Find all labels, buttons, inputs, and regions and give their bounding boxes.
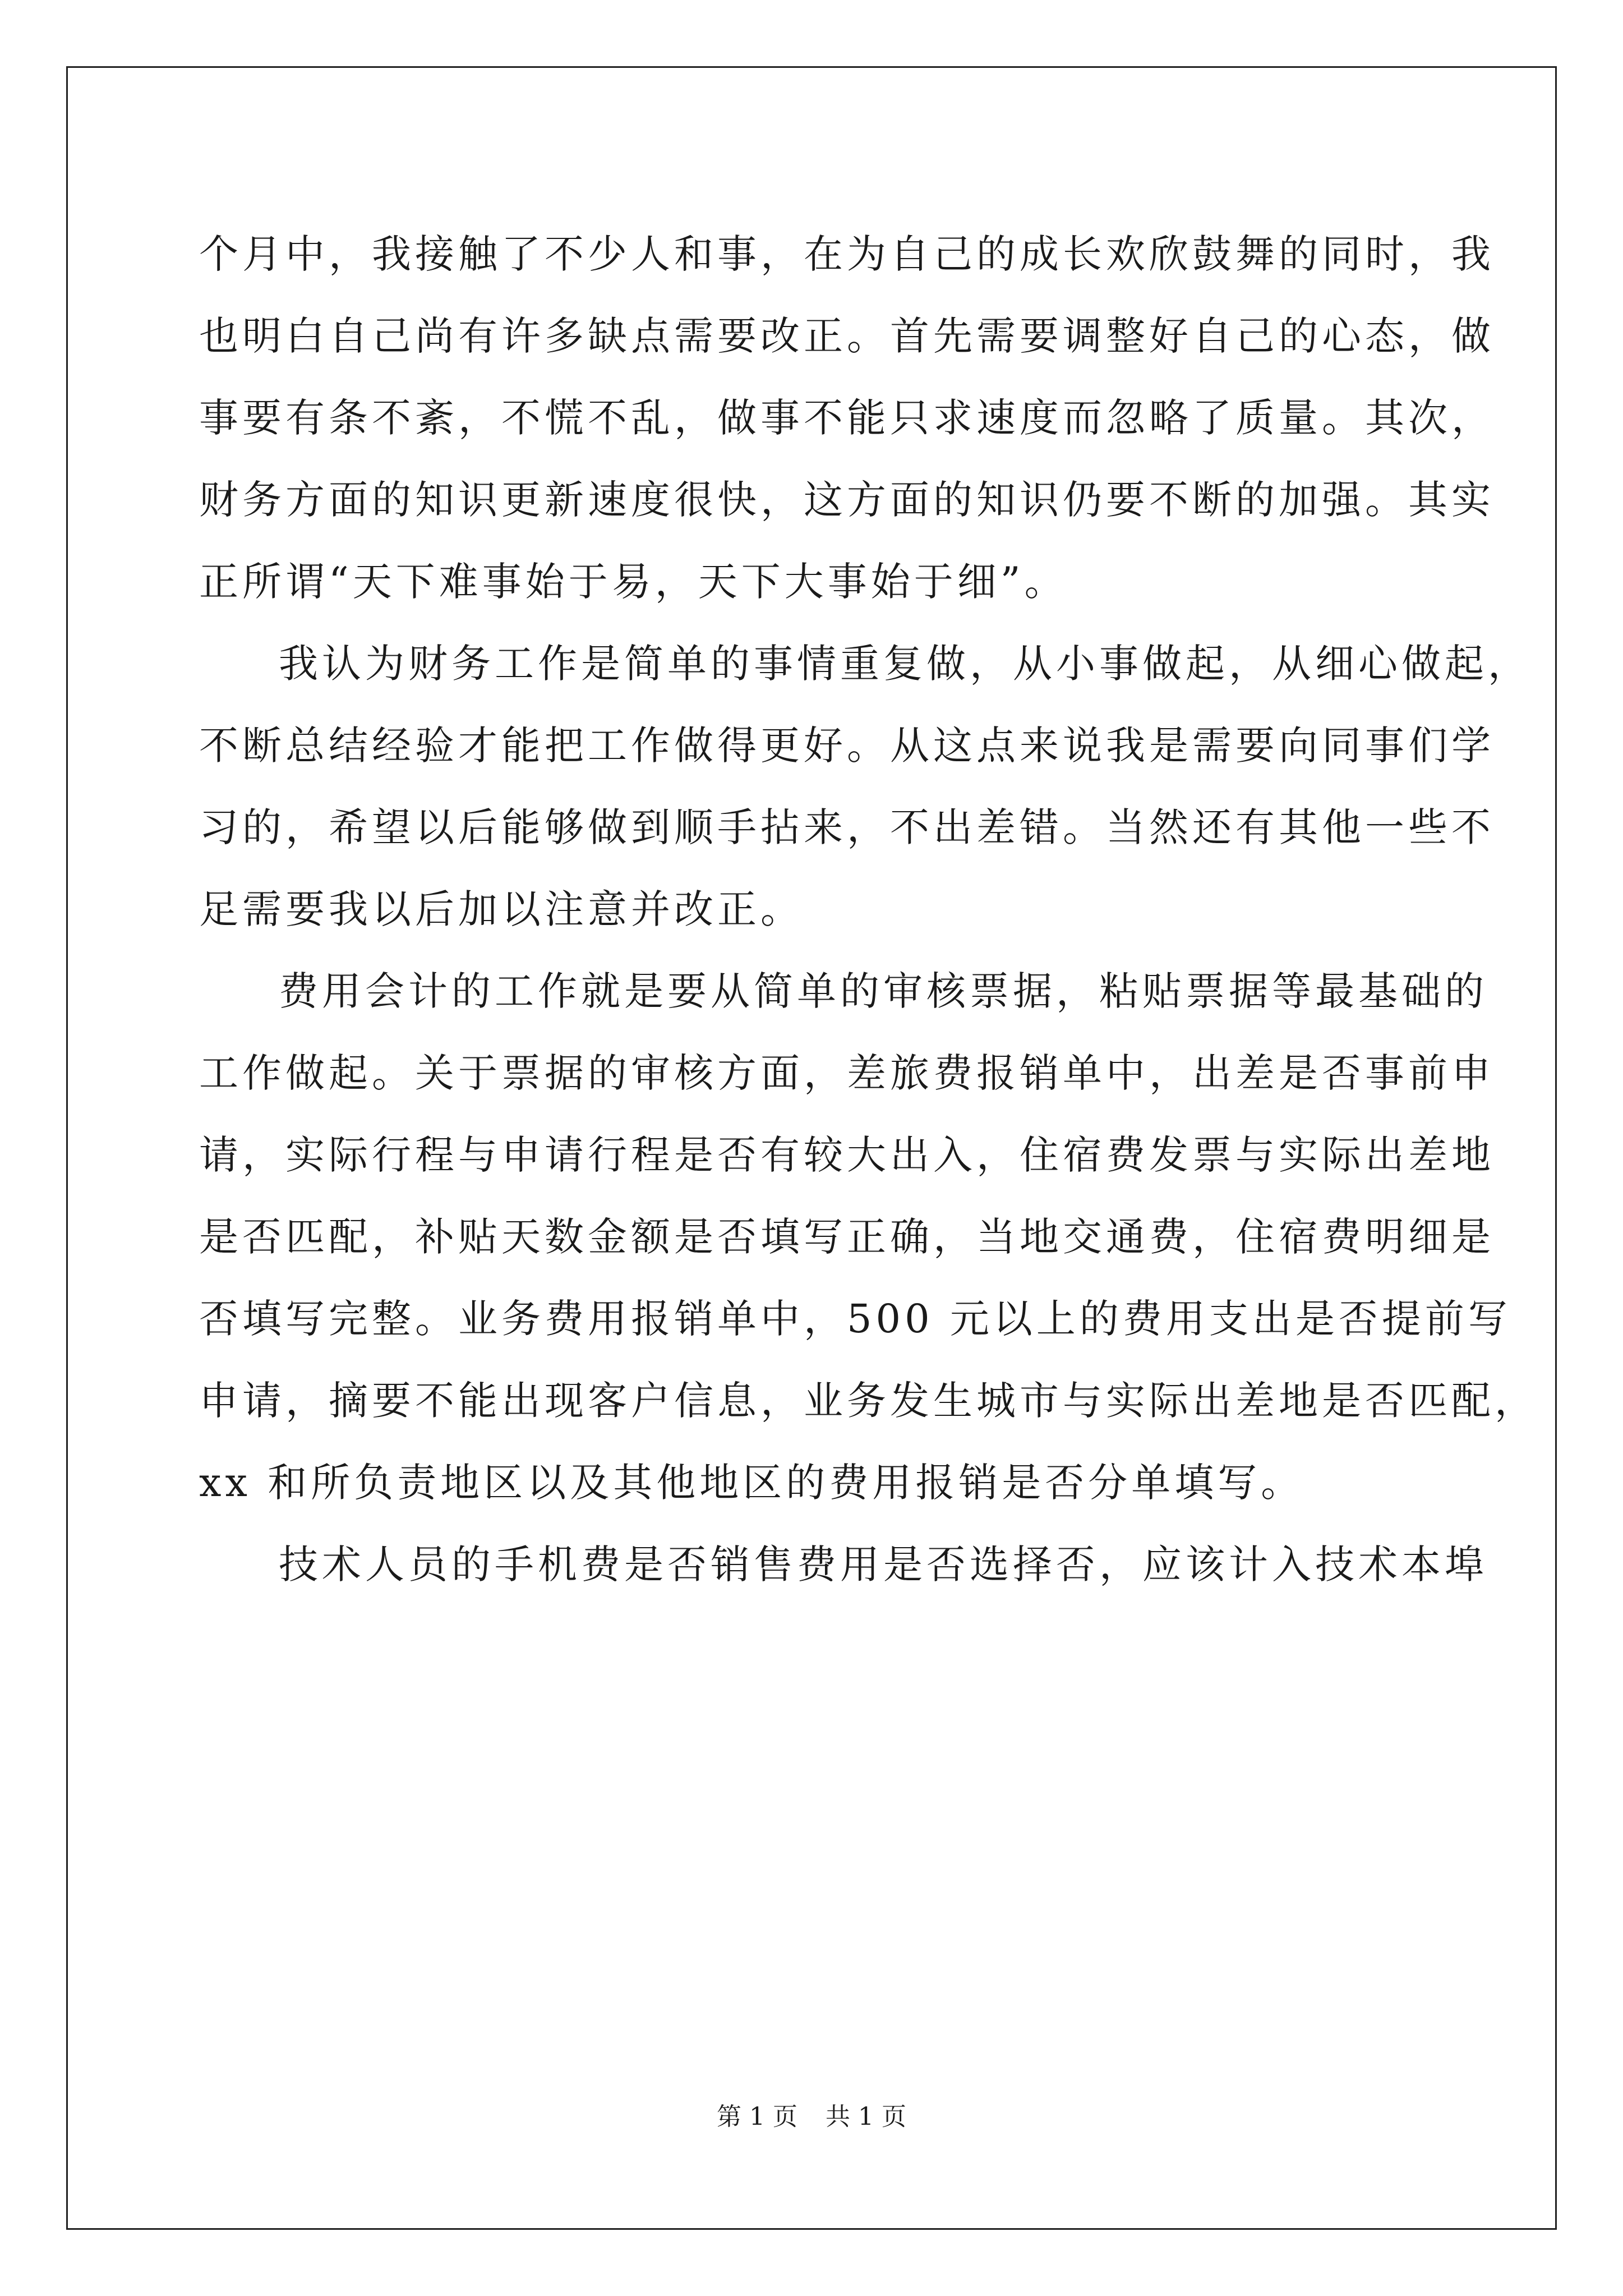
text-line: 申请，摘要不能出现客户信息，业务发生城市与实际出差地是否匹配，: [199, 1378, 1538, 1424]
text-line: 个月中，我接触了不少人和事，在为自己的成长欢欣鼓舞的同时，我: [199, 231, 1495, 277]
page-number: 第 1 页: [717, 2102, 797, 2131]
text-line: 费用会计的工作就是要从简单的审核票据，粘贴票据等最基础的: [279, 968, 1488, 1014]
text-line: 技术人员的手机费是否销售费用是否选择否，应该计入技术本埠: [279, 1542, 1488, 1588]
text-line: xx 和所负责地区以及其他地区的费用报销是否分单填写。: [199, 1460, 1304, 1506]
page-total: 共 1 页: [826, 2102, 906, 2131]
text-line: 也明白自己尚有许多缺点需要改正。首先需要调整好自己的心态，做: [199, 313, 1495, 359]
text-line: 习的，希望以后能够做到顺手拈来，不出差错。当然还有其他一些不: [199, 804, 1495, 850]
text-line: 正所谓“天下难事始于易，天下大事始于细”。: [199, 559, 1068, 605]
text-line: 是否匹配，补贴天数金额是否填写正确，当地交通费，住宿费明细是: [199, 1214, 1495, 1260]
text-line: 不断总结经验才能把工作做得更好。从这点来说我是需要向同事们学: [199, 723, 1495, 769]
text-line: 我认为财务工作是简单的事情重复做，从小事做起，从细心做起，: [279, 641, 1531, 687]
text-line: 否填写完整。业务费用报销单中，500 元以上的费用支出是否提前写: [199, 1296, 1511, 1342]
text-line: 事要有条不紊，不慌不乱，做事不能只求速度而忽略了质量。其次，: [199, 395, 1495, 441]
text-line: 足需要我以后加以注意并改正。: [199, 886, 804, 932]
text-line: 财务方面的知识更新速度很快，这方面的知识仍要不断的加强。其实: [199, 477, 1495, 523]
text-line: 请，实际行程与申请行程是否有较大出入，住宿费发票与实际出差地: [199, 1132, 1495, 1178]
page-footer: [0, 2100, 1623, 2134]
text-line: 工作做起。关于票据的审核方面，差旅费报销单中，出差是否事前申: [199, 1050, 1495, 1096]
